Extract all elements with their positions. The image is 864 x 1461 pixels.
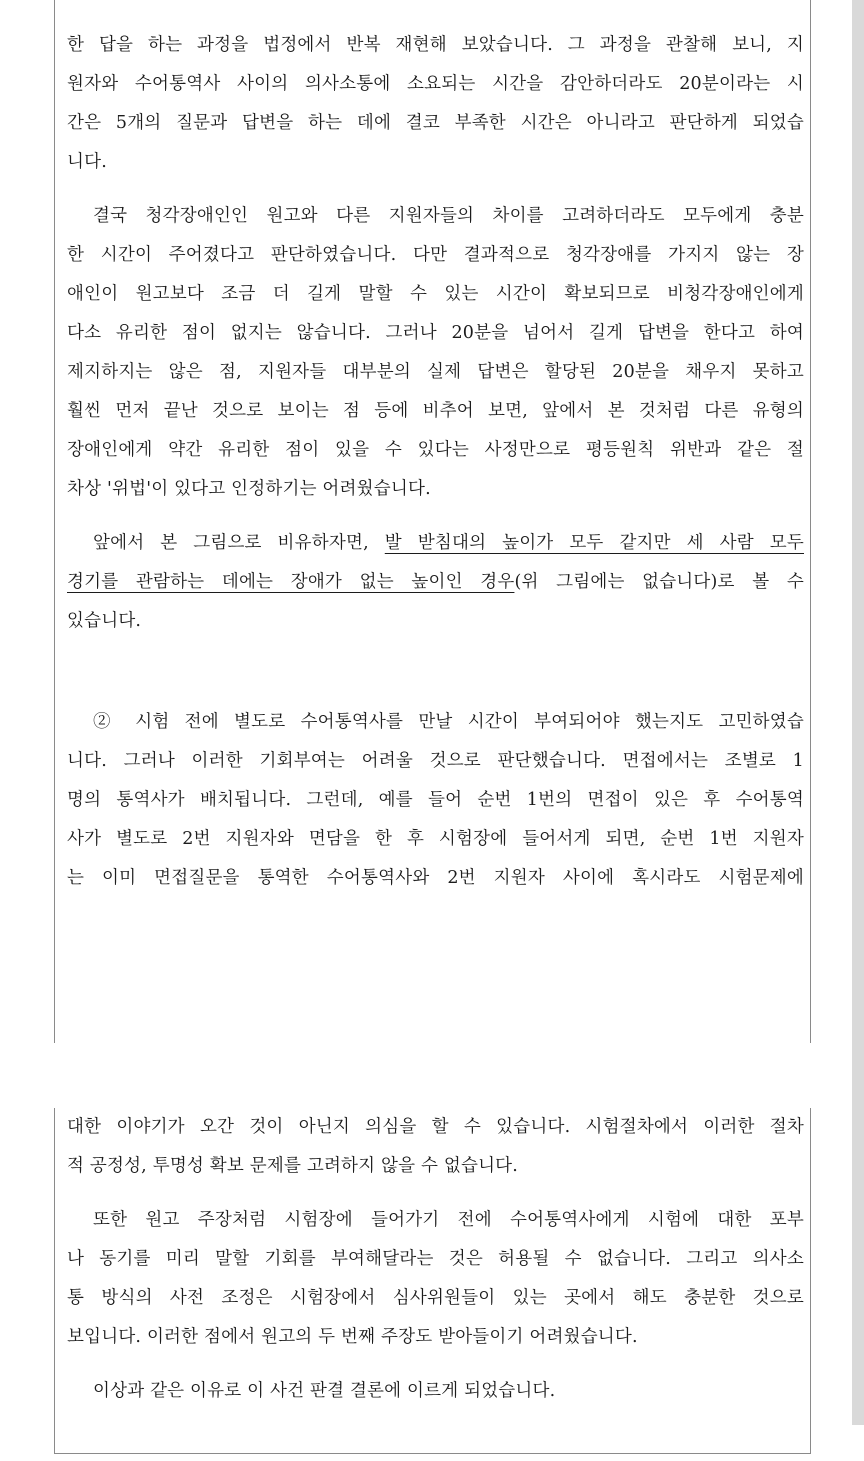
text-line: 이상과 같은 이유로 이 사건 판결 결론에 이르게 되었습니다.	[93, 1381, 556, 1401]
underlined-text: 발 받침대의 높이가 모두 같지만 세 사람 모두	[384, 533, 804, 553]
page-frame-right-rule	[810, 1108, 811, 1454]
text-line: 또한 원고 주장처럼 시험장에 들어가기 전에 수어통역사에게 시험에 대한 포부	[93, 1210, 804, 1230]
page-frame-right-rule	[810, 0, 811, 1043]
text-line: 니다. 그러나 이러한 기회부여는 어려울 것으로 판단했습니다. 면접에서는 조별로 1	[67, 751, 804, 771]
text-line: 보입니다. 이러한 점에서 원고의 두 번째 주장도 받아들이기 어려웠습니다.	[67, 1327, 638, 1347]
text-line: 니다.	[67, 152, 107, 172]
text-line: 원자와 수어통역사 사이의 의사소통에 소요되는 시간을 감안하더라도 20분이라는 시	[67, 74, 804, 94]
text-line: 간은 5개의 질문과 답변을 하는 데에 결코 부족한 시간은 아니라고 판단하게 되었습	[67, 113, 804, 133]
text-line-underlined	[67, 563, 804, 602]
text-line: 있습니다.	[67, 611, 142, 631]
text-line: 사가 별도로 2번 지원자와 면담을 한 후 시험장에 들어서게 되면, 순번 1번 지원자	[67, 829, 804, 849]
text-line: 결국 청각장애인인 원고와 다른 지원자들의 차이를 고려하더라도 모두에게 충분	[93, 206, 804, 226]
text-segment: (위 그림에는 없습니다)로 볼 수	[514, 572, 804, 592]
text-line: 적 공정성, 투명성 확보 문제를 고려하지 않을 수 없습니다.	[67, 1156, 519, 1176]
page-1-body	[67, 26, 804, 898]
underlined-text: 경기를 관람하는 데에는 장애가 없는 높이인 경우	[67, 572, 515, 592]
text-line: ② 시험 전에 별도로 수어통역사를 만날 시간이 부여되어야 했는지도 고민하였습	[93, 712, 804, 732]
page-frame-left-rule	[54, 0, 55, 1043]
page-2-body	[67, 1108, 804, 1411]
scan-edge-strip	[852, 0, 864, 1425]
text-line: 명의 통역사가 배치됩니다. 그런데, 예를 들어 순번 1번의 면접이 있은 후 수어통역	[67, 790, 804, 810]
text-line: 한 답을 하는 과정을 법정에서 반복 재현해 보았습니다. 그 과정을 관찰해 보니, 지	[67, 35, 804, 55]
text-line: 제지하지는 않은 점, 지원자들 대부분의 실제 답변은 할당된 20분을 채우지 못하고	[67, 362, 804, 382]
text-line: 다소 유리한 점이 없지는 않습니다. 그러나 20분을 넘어서 길게 답변을 한다고 하여	[67, 323, 804, 343]
text-line: 는 이미 면접질문을 통역한 수어통역사와 2번 지원자 사이에 혹시라도 시험문제에	[67, 868, 804, 888]
text-line: 애인이 원고보다 조금 더 길게 말할 수 있는 시간이 확보되므로 비청각장애인에게	[67, 284, 804, 304]
document-page-2	[0, 1108, 864, 1461]
text-line: 나 동기를 미리 말할 기회를 부여해달라는 것은 허용될 수 없습니다. 그리고 의사소	[67, 1249, 804, 1269]
text-line-underlined	[67, 524, 804, 563]
text-line: 대한 이야기가 오간 것이 아닌지 의심을 할 수 있습니다. 시험절차에서 이러한 절차	[67, 1117, 804, 1137]
text-line: 통 방식의 사전 조정은 시험장에서 심사위원들이 있는 곳에서 해도 충분한 것으로	[67, 1288, 804, 1308]
text-line: 훨씬 먼저 끝난 것으로 보이는 점 등에 비추어 보면, 앞에서 본 것처럼 다른 유형의	[67, 401, 804, 421]
text-line: 차상 '위법'이 있다고 인정하기는 어려웠습니다.	[67, 479, 431, 499]
text-line: 한 시간이 주어졌다고 판단하였습니다. 다만 결과적으로 청각장애를 가지지 않는 장	[67, 245, 804, 265]
page-frame-bottom-rule	[54, 1453, 811, 1454]
page-frame-left-rule	[54, 1108, 55, 1454]
text-segment: 앞에서 본 그림으로 비유하자면,	[93, 533, 385, 553]
text-line: 장애인에게 약간 유리한 점이 있을 수 있다는 사정만으로 평등원칙 위반과 같은 절	[67, 440, 804, 460]
